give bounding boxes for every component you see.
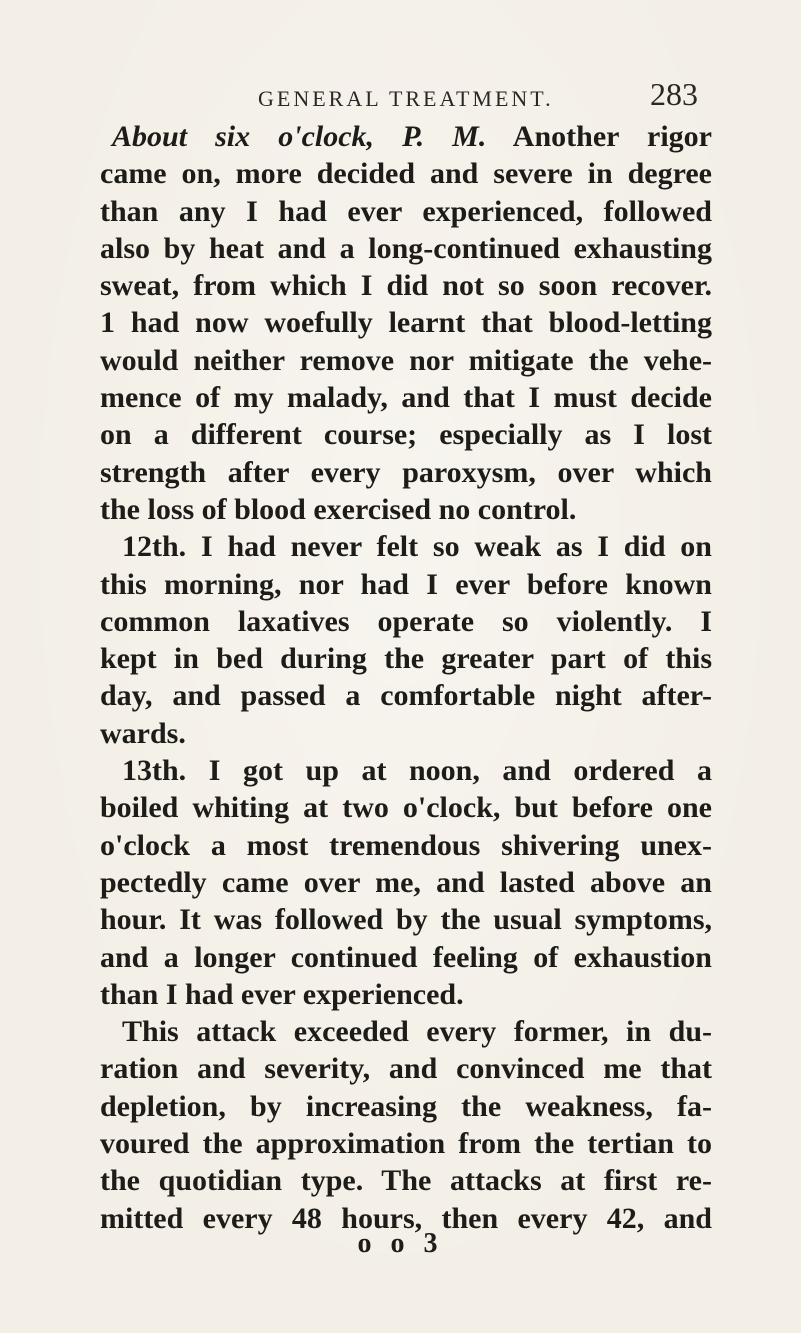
text-line: the quotidian type. The attacks at first re- (100, 1164, 712, 1198)
text-line: common laxatives operate so violently. I (100, 604, 712, 638)
text-line: 13th. I got up at noon, and ordered a (122, 754, 712, 788)
running-head (0, 76, 801, 116)
text-line: depletion, by increasing the weakness, fa- (100, 1089, 712, 1123)
text-line: This attack exceeded every former, in du- (122, 1015, 712, 1049)
text-line: the loss of blood exercised no control. (100, 492, 577, 526)
text-line: 12th. I had never felt so weak as I did on (122, 530, 712, 564)
text-line: than any I had ever experienced, followed (100, 194, 712, 228)
text-line: boiled whiting at two o'clock, but before one (100, 791, 712, 825)
text-line-rest: Another rigor (486, 120, 712, 153)
text-line: o'clock a most tremendous shivering unex- (100, 828, 712, 862)
text-line: pectedly came over me, and lasted above an (100, 865, 712, 899)
text-line: on a different course; especially as I lost (100, 418, 712, 452)
text-line: 1 had now woefully learnt that blood-letting (100, 306, 712, 340)
running-head-title: GENERAL TREATMENT. (258, 86, 554, 111)
text-line: mitted every 48 hours, then every 42, and (100, 1201, 712, 1235)
paragraph-lead: About six o'clock, P. M. (112, 120, 487, 153)
page-number: 283 (650, 76, 698, 112)
text-line: strength after every paroxysm, over which (100, 455, 712, 489)
text-line: kept in bed during the greater part of this (100, 642, 712, 676)
text-line: came on, more decided and severe in degree (100, 157, 712, 191)
text-line: would neither remove nor mitigate the vehe- (100, 343, 712, 377)
signature-mark: o o 3 (357, 1228, 444, 1259)
text-line: wards. (100, 716, 186, 750)
text-line: and a longer continued feeling of exhaustion (100, 940, 712, 974)
text-line: than I had ever experienced. (100, 977, 464, 1011)
text-line: day, and passed a comfortable night after- (100, 679, 712, 713)
text-line: also by heat and a long-continued exhausting (100, 231, 712, 265)
text-line: voured the approximation from the tertian to (100, 1127, 712, 1161)
text-line: ration and severity, and convinced me that (100, 1052, 712, 1086)
text-line: mence of my malady, and that I must decide (100, 381, 712, 415)
text-line: hour. It was followed by the usual symptoms, (100, 903, 712, 937)
text-line: sweat, from which I did not so soon recover. (100, 269, 712, 303)
text-line: this morning, nor had I ever before known (100, 567, 712, 601)
text-line (100, 118, 712, 155)
body-text (100, 118, 712, 1237)
